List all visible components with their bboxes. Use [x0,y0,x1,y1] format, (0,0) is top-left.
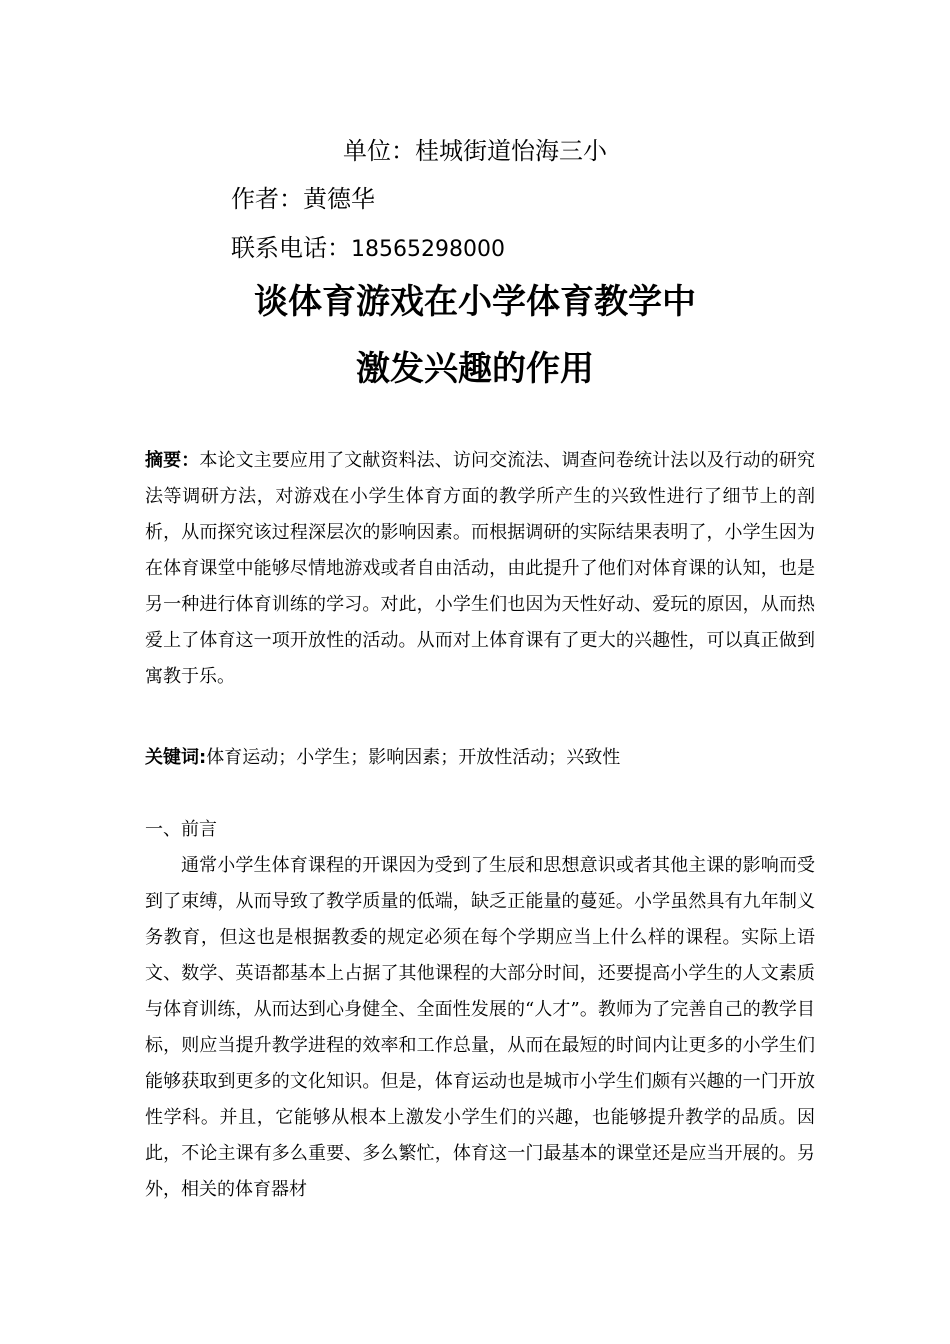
introduction-paragraph: 通常小学生体育课程的开课因为受到了生辰和思想意识或者其他主课的影响而受到了束缚，从而导致了教学质量的低端，缺乏正能量的蔓延。小学虽然具有九年制义务教育，但这也是根据教委的规定必须在每个学期应当上什么样的课程。实际上语文、数学、英语都基本上占据了其他课程的大部分时间，还要提高小学生的人文素质与体育训练，从而达到心身健全、全面性发展的“人才”。教师为了完善自己的教学目标，则应当提升教学进程的效率和工作总量，从而在最短的时间内让更多的小学生们能够获取到更多的文化知识。但是，体育运动也是城市小学生们颇有兴趣的一门开放性学科。并且，它能够从根本上激发小学生们的兴趣，也能够提升教学的品质。因此，不论主课有多么重要、多么繁忙，体育这一门最基本的课堂还是应当开展的。另外，相关的体育器材 [145,855,815,1200]
keywords-text: 体育运动；小学生；影响因素；开放性活动；兴致性 [206,747,621,768]
keywords-paragraph [145,740,815,776]
contact-phone [231,230,505,268]
keywords-label: 关键词: [145,747,207,768]
abstract-paragraph [145,443,815,695]
section-heading-introduction: 一、前言 [145,819,217,840]
contact-phone-label: 联系电话： [231,234,351,262]
author-name: 作者：黄德华 [231,185,375,213]
paper-title-line-1: 谈体育游戏在小学体育教学中 [254,282,696,322]
author-unit: 单位：桂城街道怡海三小 [343,137,607,165]
contact-phone-number: 18565298000 [351,237,505,262]
abstract-text: 本论文主要应用了文献资料法、访问交流法、调查问卷统计法以及行动的研究法等调研方法，对游戏在小学生体育方面的教学所产生的兴致性进行了细节上的剖析，从而探究该过程深层次的影响因素。而根据调研的实际结果表明了，小学生因为在体育课堂中能够尽情地游戏或者自由活动，由此提升了他们对体育课的认知，也是另一种进行体育训练的学习。对此，小学生们也因为天性好动、爱玩的原因，从而热爱上了体育这一项开放性的活动。从而对上体育课有了更大的兴趣性，可以真正做到寓教于乐。 [145,450,816,687]
abstract-label: 摘要： [145,450,200,471]
paper-title-line-2: 激发兴趣的作用 [356,349,594,389]
